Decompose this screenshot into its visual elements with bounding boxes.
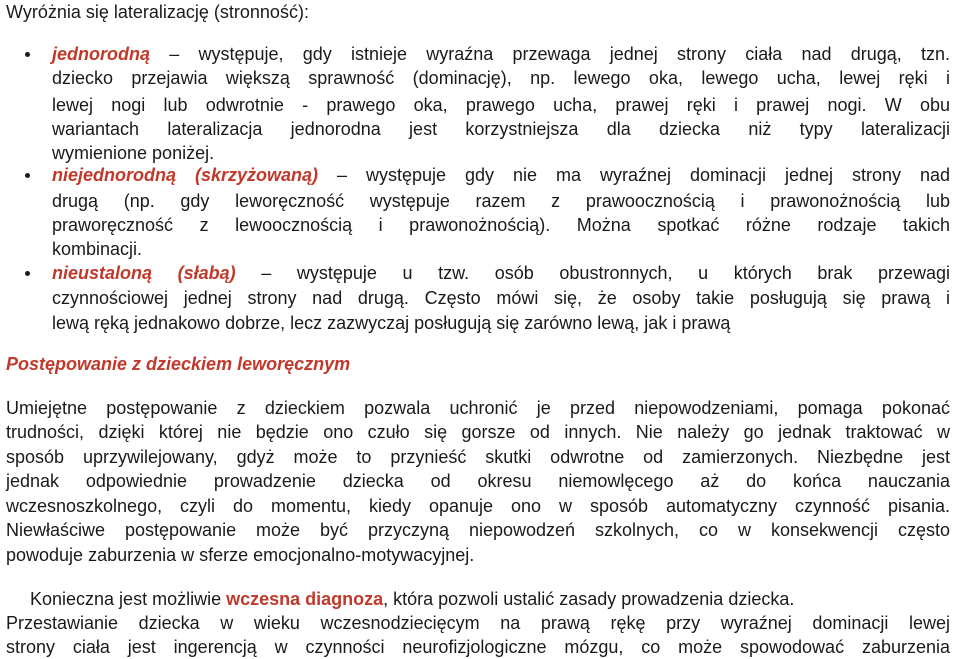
bullet-dot (25, 52, 30, 57)
bullet-2-line: drugą (np. gdy leworęczność występuje razem z prawoocznością i prawonożnością lub (52, 191, 950, 211)
term-jednorodna: jednorodną (52, 44, 150, 64)
bullet-2-line: praworęczność z lewoocznością i prawonożnością). Można spotkać różne rodzaje takich (52, 215, 950, 235)
paragraph-1-line: jednak odpowiednie prowadzenie dziecka od okresu niemowlęcego aż do końca nauczania (6, 471, 950, 491)
paragraph-1-line: Niewłaściwe postępowanie może być przyczyną niepowodzeń szkolnych, co w konsekwencji często (6, 520, 950, 540)
paragraph-2-text: , która pozwoli ustalić zasady prowadzenia dziecka. (383, 589, 795, 609)
bullet-1-line: dziecko przejawia większą sprawność (dominację), np. lewego oka, lewego ucha, lewej ręki i (52, 68, 950, 88)
paragraph-1-line: trudności, dzięki której nie będzie ono czuło się gorsze od innych. Nie należy go jednak traktować w (6, 422, 950, 442)
bullet-1-line: lewej nogi lub odwrotnie - prawego oka, prawego ucha, prawej ręki i prawej nogi. W obu (52, 95, 950, 115)
paragraph-1-line: wczesnoszkolnego, czyli do momentu, kiedy opanuje ono w sposób automatyczny czynność pisania. (6, 496, 950, 516)
intro-text: Wyróżnia się lateralizację (stronność): (6, 2, 309, 22)
paragraph-2-text: Konieczna jest możliwie (30, 589, 227, 609)
bullet-3-first-line (52, 261, 950, 285)
bullet-1-line: wariantach lateralizacja jednorodna jest korzystniejsza dla dziecka niż typy lateralizacji (52, 119, 950, 139)
bullet-1-line: wymienione poniżej. (52, 143, 215, 163)
paragraph-2-first-line (30, 587, 794, 611)
paragraph-1-line: Umiejętne postępowanie z dzieckiem pozwala uchronić je przed niepowodzeniami, pomaga pokonać (6, 398, 950, 418)
paragraph-1-line: sposób uprzywilejowany, gdyż może to przynieść skutki odwrotne od zamierzonych. Niezbędne jest (6, 447, 950, 467)
bullet-3-line: czynnościowej jednej strony nad drugą. Często mówi się, że osoby takie posługują się prawą i (52, 288, 950, 308)
bullet-1-first-line (52, 42, 950, 66)
term-niejednorodna: niejednorodną (skrzyżowaną) (52, 165, 319, 185)
bullet-3-text: – występuje u tzw. osób obustronnych, u których brak przewagi (235, 263, 950, 283)
bullet-2-line: kombinacji. (52, 239, 143, 259)
bullet-dot (25, 173, 30, 178)
section-heading: Postępowanie z dzieckiem leworęcznym (6, 354, 351, 374)
bullet-2-text: – występuje gdy nie ma wyraźnej dominacji jednej strony nad (318, 165, 950, 185)
bullet-dot (25, 271, 30, 276)
term-nieustalona: nieustaloną (słabą) (52, 263, 236, 283)
bullet-2-first-line (52, 163, 950, 187)
paragraph-2-line: Przestawianie dziecka w wieku wczesnodziecięcym na prawą rękę przy wyraźnej dominacji lewej (6, 613, 950, 633)
early-diagnosis-highlight: wczesna diagnoza (226, 589, 384, 609)
paragraph-1-line: powoduje zaburzenia w sferze emocjonalno-motywacyjnej. (6, 545, 475, 565)
paragraph-2-line: strony ciała jest ingerencją w czynności neurofizjologiczne mózgu, co może spowodować zaburzenia (6, 637, 950, 657)
bullet-3-line: lewą ręką jednakowo dobrze, lecz zazwyczaj posługują się zarówno lewą, jak i prawą (52, 313, 731, 333)
bullet-1-text: – występuje, gdy istnieje wyraźna przewaga jednej strony ciała nad drugą, tzn. (150, 44, 950, 64)
